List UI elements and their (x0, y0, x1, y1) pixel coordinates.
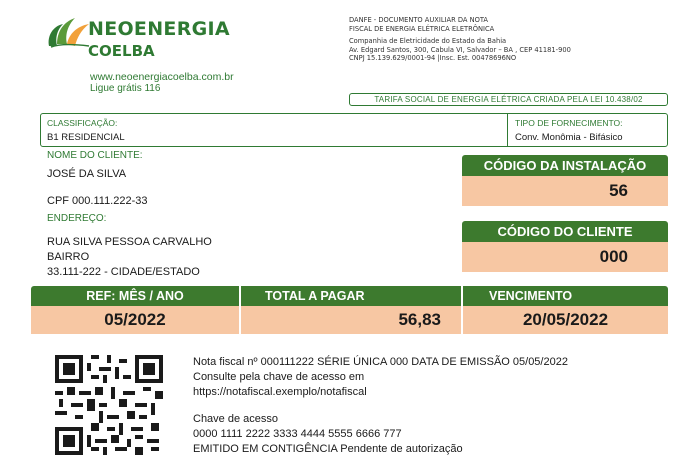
brand-subname: COELBA (88, 42, 155, 60)
total-value: 56,83 (398, 310, 441, 329)
client-name-label: NOME DO CLIENTE: (47, 150, 143, 161)
access-key-info (193, 412, 463, 457)
total-label: TOTAL A PAGAR (265, 289, 365, 303)
ref-month-label: REF: MÊS / ANO (86, 289, 184, 303)
client-code-label: CÓDIGO DO CLIENTE (462, 221, 668, 242)
classification-divider (507, 114, 508, 146)
website-link[interactable]: www.neoenergiacoelba.com.br (90, 71, 234, 83)
address-city: 33.111-222 - CIDADE/ESTADO (47, 266, 200, 278)
company-address: Av. Edgard Santos, 300, Cabula VI, Salvador – BA , CEP 41181-900 (349, 45, 571, 54)
due-date-label: VENCIMENTO (489, 289, 573, 303)
classificacao-value: B1 RESIDENCIAL (47, 132, 125, 143)
brand-name: NEOENERGIA (88, 18, 230, 40)
address-district: BAIRRO (47, 251, 90, 263)
installation-code-box (462, 155, 668, 206)
company-name: Companhia de Eletricidade do Estado da Bahia (349, 37, 507, 46)
danfe-header (349, 16, 571, 63)
consult-url[interactable]: https://notafiscal.exemplo/notafiscal (193, 386, 367, 398)
access-key-label: Chave de acesso (193, 413, 278, 425)
fornecimento-value: Conv. Monômia - Bifásico (515, 132, 623, 143)
client-name: JOSÉ DA SILVA (47, 168, 127, 180)
installation-code-value: 56 (462, 176, 668, 206)
address-label: ENDEREÇO: (47, 213, 107, 224)
installation-code-label: CÓDIGO DA INSTALAÇÃO (462, 155, 668, 176)
danfe-line-1: DANFE - DOCUMENTO AUXILIAR DA NOTA (349, 16, 489, 24)
client-code-box (462, 221, 668, 272)
ref-month-value: 05/2022 (104, 310, 166, 329)
phone-text: Ligue grátis 116 (90, 83, 161, 94)
classification-box (40, 113, 668, 147)
address-block (47, 235, 212, 280)
contingency-status: EMITIDO EM CONTIGÊNCIA Pendente de autorização (193, 443, 463, 455)
due-date-value: 20/05/2022 (522, 310, 609, 329)
tarifa-social-banner: TARIFA SOCIAL DE ENERGIA ELÉTRICA CRIADA PELA LEI 10.438/02 (349, 93, 668, 106)
access-key-value: 0000 1111 2222 3333 4444 5555 6666 777 (193, 428, 402, 440)
client-cpf: CPF 000.111.222-33 (47, 195, 148, 207)
classificacao-label: CLASSIFICAÇÃO: (47, 118, 118, 128)
invoice-number-line: Nota fiscal nº 000111222 SÉRIE ÚNICA 000 DATA DE EMISSÃO 05/05/2022 (193, 356, 568, 368)
fornecimento-label: TIPO DE FORNECIMENTO: (515, 118, 623, 128)
invoice-info (193, 355, 568, 400)
consult-line: Consulte pela chave de acesso em (193, 371, 365, 383)
danfe-line-2: FISCAL DE ENERGIA ELÉTRICA ELETRÔNICA (349, 24, 495, 33)
company-cnpj: CNPJ 15.139.629/0001-94 |Insc. Est. 00478696NO (349, 54, 517, 63)
qr-code-icon (55, 355, 163, 455)
client-code-value: 000 (462, 242, 668, 272)
address-street: RUA SILVA PESSOA CARVALHO (47, 236, 212, 248)
